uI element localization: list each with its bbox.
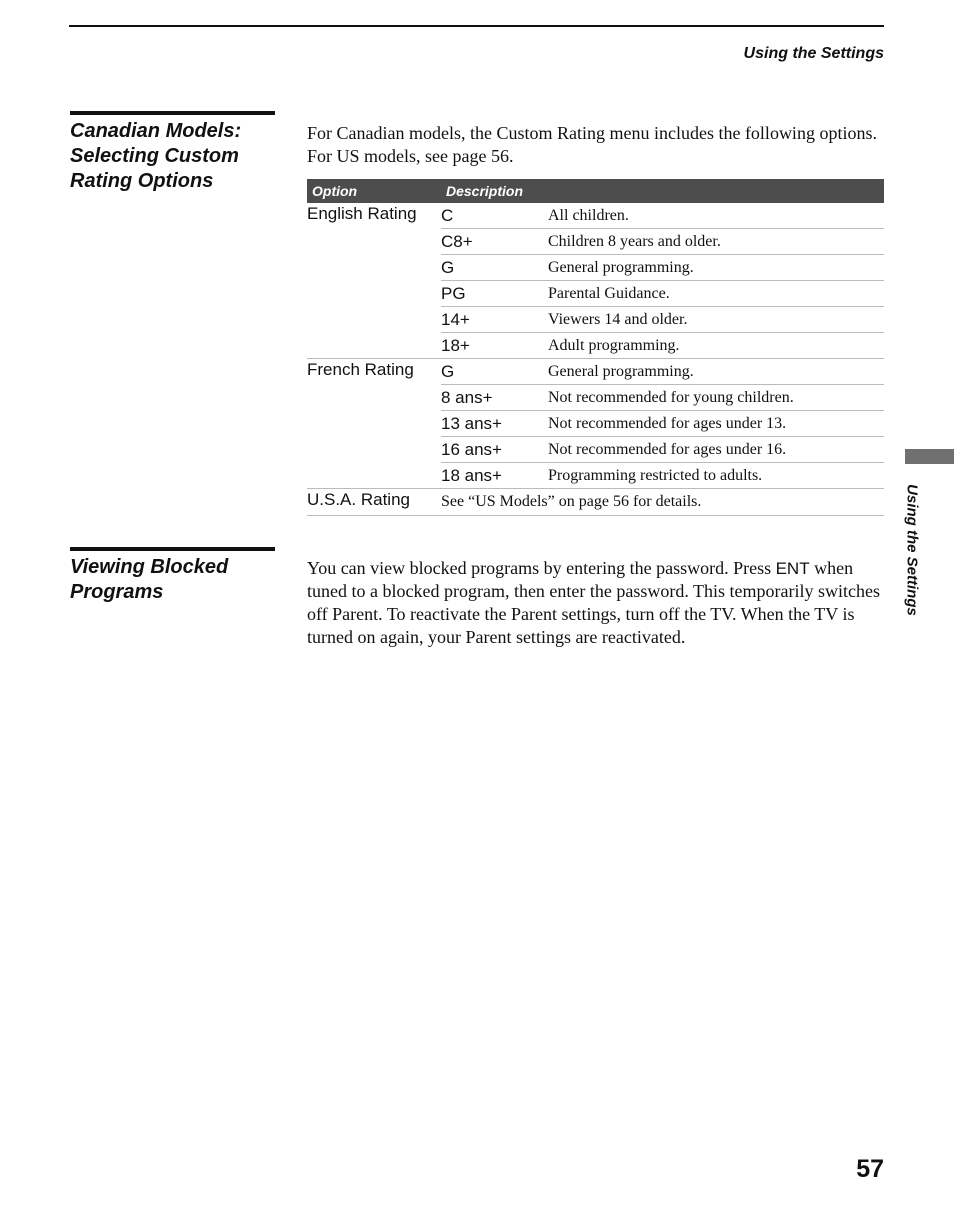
- section-title-line: Selecting Custom: [70, 145, 239, 167]
- side-tab-label: Using the Settings: [903, 484, 921, 616]
- table-header-row: [307, 179, 884, 203]
- table-row: [307, 359, 884, 385]
- rating-code: C: [441, 203, 548, 229]
- section-title-viewing-blocked: [70, 555, 285, 605]
- body-text: when tuned to a blocked program, then enter the password. This temporarily switches off Parent. To reactivate the Parent settings, turn off the TV. When the TV is turned on again, your Parent settings are reactivated.: [307, 558, 881, 647]
- rating-description: Adult programming.: [548, 333, 884, 359]
- rating-code: C8+: [441, 229, 548, 255]
- section-title-line: Rating Options: [70, 170, 214, 192]
- table-row: [307, 203, 884, 229]
- section-intro: For Canadian models, the Custom Rating menu includes the following options. For US models, see page 56.: [307, 123, 877, 166]
- column-header-option: Option: [307, 179, 441, 203]
- section-body-viewing-blocked: [307, 557, 887, 649]
- rating-code: 16 ans+: [441, 437, 548, 463]
- rating-description: Programming restricted to adults.: [548, 463, 884, 489]
- rating-description: Children 8 years and older.: [548, 229, 884, 255]
- section-title-line: Viewing Blocked: [70, 556, 229, 578]
- rating-description: Parental Guidance.: [548, 281, 884, 307]
- column-header-description: Description: [441, 179, 884, 203]
- rating-code: G: [441, 255, 548, 281]
- table-row: [307, 489, 884, 516]
- option-usa-rating: U.S.A. Rating: [307, 489, 441, 516]
- rating-code: 18 ans+: [441, 463, 548, 489]
- ent-key-label: ENT: [775, 559, 810, 578]
- rating-options-table: [307, 179, 884, 516]
- section-rule: [70, 111, 275, 115]
- page-number: 57: [856, 1155, 884, 1183]
- rating-code: PG: [441, 281, 548, 307]
- rating-code: G: [441, 359, 548, 385]
- section-title-line: Canadian Models:: [70, 120, 242, 142]
- rating-description: Not recommended for young children.: [548, 385, 884, 411]
- side-tab-marker: [905, 449, 954, 464]
- rating-code: 18+: [441, 333, 548, 359]
- rating-description: Not recommended for ages under 16.: [548, 437, 884, 463]
- option-english-rating: English Rating: [307, 203, 441, 359]
- rating-description: General programming.: [548, 359, 884, 385]
- running-header: Using the Settings: [743, 45, 884, 62]
- rating-description: All children.: [548, 203, 884, 229]
- rating-code: 13 ans+: [441, 411, 548, 437]
- rating-description: General programming.: [548, 255, 884, 281]
- rating-code: 8 ans+: [441, 385, 548, 411]
- option-french-rating: French Rating: [307, 359, 441, 489]
- section-title-canadian-models: [70, 119, 285, 194]
- rating-code: 14+: [441, 307, 548, 333]
- rating-description: Not recommended for ages under 13.: [548, 411, 884, 437]
- rating-description: See “US Models” on page 56 for details.: [441, 489, 884, 516]
- top-rule: [69, 25, 884, 27]
- body-text: You can view blocked programs by entering the password. Press: [307, 558, 776, 578]
- section-rule: [70, 547, 275, 551]
- section-title-line: Programs: [70, 581, 164, 603]
- rating-description: Viewers 14 and older.: [548, 307, 884, 333]
